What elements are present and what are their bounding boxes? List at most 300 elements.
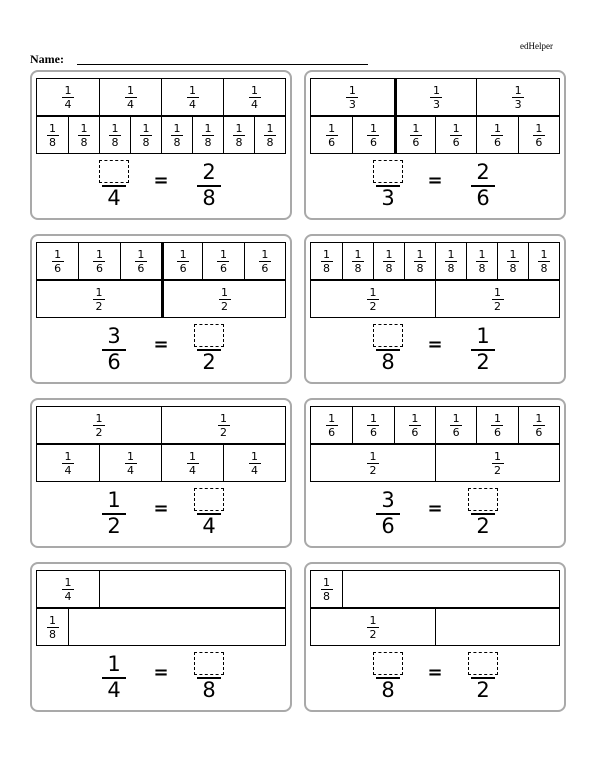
unit-fraction: [346, 85, 358, 110]
equation: [306, 488, 564, 540]
fraction-cell: [435, 609, 559, 645]
equation: [32, 488, 290, 540]
denominator: 8: [204, 135, 212, 149]
unit-fraction: [476, 249, 488, 274]
fraction-cell: [394, 407, 435, 443]
unit-fraction: [264, 123, 276, 148]
denominator: 2: [369, 463, 377, 477]
right-fraction: [468, 652, 498, 702]
numerator: 1: [328, 411, 336, 425]
unit-fraction: [383, 249, 395, 274]
unit-fraction: [233, 123, 245, 148]
equals-sign: =: [427, 170, 443, 191]
denominator: 4: [64, 97, 72, 111]
fraction-cell: [202, 243, 243, 279]
numerator: 1: [494, 285, 501, 299]
fraction-bar-row: [310, 116, 560, 154]
denominator: 6: [411, 425, 419, 439]
denominator: 6: [452, 135, 460, 149]
unit-fraction: [109, 123, 121, 148]
left-fraction: [99, 652, 129, 702]
denominator: 6: [137, 261, 145, 275]
denominator: 8: [385, 261, 393, 275]
unit-fraction: [62, 451, 74, 476]
denominator: 6: [328, 135, 336, 149]
numerator: 1: [111, 121, 119, 135]
big-denominator: 6: [476, 186, 490, 210]
equals-sign: =: [153, 170, 169, 191]
fraction-cell: [476, 117, 517, 153]
unit-fraction: [367, 287, 379, 312]
unit-fraction: [259, 249, 271, 274]
fraction-cell: [311, 243, 342, 279]
left-fraction: [99, 324, 129, 374]
denominator: 6: [54, 261, 62, 275]
unit-fraction: [410, 123, 422, 148]
answer-box[interactable]: [468, 488, 498, 511]
unit-fraction: [93, 287, 105, 312]
denominator: 4: [189, 463, 196, 477]
equation: [306, 324, 564, 376]
fraction-bar-row: [36, 78, 286, 116]
unit-fraction: [491, 123, 503, 148]
denominator: 4: [64, 589, 72, 603]
left-fraction: [373, 488, 403, 538]
big-denominator: 8: [202, 186, 216, 210]
answer-box[interactable]: [194, 324, 224, 347]
fraction-cell: [37, 407, 161, 443]
denominator: 2: [221, 299, 228, 313]
fraction-bar-row: [310, 406, 560, 444]
unit-fraction: [321, 577, 333, 602]
right-fraction: [194, 488, 224, 538]
unit-fraction: [78, 123, 90, 148]
equals-sign: =: [153, 334, 169, 355]
equals-sign: =: [427, 334, 443, 355]
numerator: 1: [514, 83, 522, 97]
fraction-card: [304, 70, 566, 220]
big-numerator: 1: [107, 488, 121, 512]
fraction-bar-row: [36, 242, 286, 280]
denominator: 2: [95, 425, 103, 439]
big-numerator: 1: [107, 652, 121, 676]
numerator: 1: [328, 121, 336, 135]
denominator: 4: [127, 97, 134, 111]
equals-sign: =: [153, 498, 169, 519]
unit-fraction: [171, 123, 183, 148]
fraction-cell: [192, 117, 223, 153]
fraction-bar-row: [36, 406, 286, 444]
denominator: 8: [323, 261, 330, 275]
unit-fraction: [187, 85, 199, 110]
fraction-cell: [373, 243, 404, 279]
numerator: 1: [369, 121, 377, 135]
right-fraction: [194, 652, 224, 702]
unit-fraction: [177, 249, 189, 274]
unit-fraction: [202, 123, 214, 148]
fraction-cell: [37, 571, 99, 607]
fraction-card: [304, 234, 566, 384]
fraction-cell: [244, 243, 285, 279]
big-numerator: 3: [107, 324, 121, 348]
fraction-cell: [99, 79, 161, 115]
fraction-cell: [161, 117, 192, 153]
numerator: 1: [95, 247, 103, 261]
numerator: 1: [540, 247, 548, 261]
unit-fraction: [217, 249, 229, 274]
big-denominator: 2: [476, 350, 490, 374]
numerator: 1: [411, 411, 419, 425]
denominator: 8: [80, 135, 88, 149]
numerator: 1: [64, 83, 72, 97]
denominator: 4: [251, 97, 258, 111]
denominator: 8: [540, 261, 548, 275]
fraction-cell: [352, 407, 393, 443]
numerator: 1: [261, 247, 269, 261]
denominator: 2: [95, 299, 103, 313]
unit-fraction: [140, 123, 152, 148]
unit-fraction: [326, 123, 338, 148]
denominator: 4: [64, 463, 72, 477]
fraction-cell: [518, 117, 559, 153]
fraction-card: [30, 398, 292, 548]
denominator: 3: [514, 97, 522, 111]
numerator: 1: [452, 411, 460, 425]
unit-fraction: [450, 413, 462, 438]
fraction-cell: [161, 79, 223, 115]
big-denominator: 2: [107, 514, 121, 538]
numerator: 1: [354, 247, 362, 261]
denominator: 4: [189, 97, 196, 111]
denominator: 2: [220, 425, 227, 439]
fraction-cell: [311, 117, 352, 153]
fraction-cell: [497, 243, 528, 279]
fraction-cell: [99, 445, 161, 481]
fraction-cell: [435, 445, 559, 481]
unit-fraction: [249, 451, 261, 476]
unit-fraction: [491, 413, 503, 438]
fraction-cell: [78, 243, 119, 279]
unit-fraction: [125, 85, 137, 110]
fraction-cell: [223, 117, 254, 153]
fraction-cell: [404, 243, 435, 279]
numerator: 1: [189, 83, 196, 97]
equation: [32, 324, 290, 376]
fraction-cell: [528, 243, 559, 279]
unit-fraction: [249, 85, 261, 110]
fraction-cell: [161, 407, 285, 443]
denominator: 8: [173, 135, 181, 149]
fraction-cell: [161, 445, 223, 481]
unit-fraction: [135, 249, 147, 274]
numerator: 1: [204, 121, 212, 135]
answer-box[interactable]: [373, 652, 403, 675]
denominator: 6: [369, 135, 377, 149]
unit-fraction: [93, 249, 105, 274]
fraction-cell: [352, 117, 393, 153]
numerator: 1: [535, 121, 543, 135]
unit-fraction: [450, 123, 462, 148]
equals-sign: =: [427, 662, 443, 683]
numerator: 1: [64, 449, 72, 463]
fraction-cell: [37, 243, 78, 279]
fraction-cell: [37, 79, 99, 115]
numerator: 1: [266, 121, 274, 135]
big-denominator: 4: [107, 678, 121, 702]
denominator: 6: [535, 425, 543, 439]
fraction-cell: [311, 407, 352, 443]
numerator: 1: [220, 411, 227, 425]
denominator: 6: [452, 425, 460, 439]
big-denominator: 6: [381, 514, 395, 538]
left-fraction: [99, 488, 129, 538]
denominator: 6: [219, 261, 227, 275]
big-numerator: 1: [476, 324, 490, 348]
numerator: 1: [95, 411, 103, 425]
answer-box[interactable]: [373, 160, 403, 183]
denominator: 2: [369, 299, 377, 313]
unit-fraction: [367, 615, 379, 640]
unit-fraction: [512, 85, 524, 110]
denominator: 8: [447, 261, 455, 275]
answer-box[interactable]: [373, 324, 403, 347]
numerator: 1: [447, 247, 455, 261]
numerator: 1: [348, 83, 356, 97]
unit-fraction: [47, 615, 59, 640]
left-fraction: [373, 652, 403, 702]
unit-fraction: [352, 249, 364, 274]
fraction-cell: [342, 243, 373, 279]
denominator: 6: [493, 135, 501, 149]
numerator: 1: [323, 575, 330, 589]
equals-sign: =: [153, 662, 169, 683]
numerator: 1: [432, 83, 440, 97]
numerator: 1: [493, 121, 501, 135]
numerator: 1: [95, 285, 103, 299]
fraction-cell: [435, 407, 476, 443]
numerator: 1: [235, 121, 243, 135]
fraction-cell: [394, 117, 435, 153]
unit-fraction: [47, 123, 59, 148]
equation: [32, 652, 290, 704]
numerator: 1: [221, 285, 228, 299]
unit-fraction: [219, 287, 231, 312]
fraction-cell: [99, 571, 285, 607]
unit-fraction: [326, 413, 338, 438]
denominator: 6: [261, 261, 269, 275]
denominator: 6: [95, 261, 103, 275]
fraction-bar-row: [310, 608, 560, 646]
fraction-cell: [130, 117, 161, 153]
denominator: 8: [142, 135, 150, 149]
unit-fraction: [445, 249, 457, 274]
numerator: 1: [509, 247, 517, 261]
numerator: 1: [452, 121, 460, 135]
big-denominator: 4: [107, 186, 121, 210]
big-denominator: 2: [476, 678, 490, 702]
denominator: 8: [478, 261, 486, 275]
answer-box[interactable]: [468, 652, 498, 675]
numerator: 1: [137, 247, 145, 261]
big-denominator: 6: [107, 350, 121, 374]
denominator: 6: [412, 135, 420, 149]
fraction-cell: [37, 281, 161, 317]
numerator: 1: [127, 83, 134, 97]
unit-fraction: [538, 249, 550, 274]
denominator: 4: [251, 463, 258, 477]
left-fraction: [99, 160, 129, 210]
numerator: 1: [369, 285, 377, 299]
fraction-cell: [37, 609, 68, 645]
denominator: 2: [369, 627, 377, 641]
denominator: 3: [348, 97, 356, 111]
fraction-card: [304, 562, 566, 712]
denominator: 6: [179, 261, 187, 275]
numerator: 1: [369, 411, 377, 425]
denominator: 8: [235, 135, 243, 149]
denominator: 8: [416, 261, 424, 275]
denominator: 8: [49, 135, 56, 149]
numerator: 1: [80, 121, 88, 135]
numerator: 1: [478, 247, 486, 261]
fraction-cell: [518, 407, 559, 443]
big-denominator: 8: [381, 350, 395, 374]
fraction-cell: [435, 117, 476, 153]
unit-fraction: [321, 249, 333, 274]
denominator: 6: [369, 425, 377, 439]
fraction-card: [30, 70, 292, 220]
unit-fraction: [533, 413, 545, 438]
fraction-cell: [37, 445, 99, 481]
left-fraction: [373, 160, 403, 210]
fraction-bar-row: [36, 444, 286, 482]
fraction-cell: [342, 571, 559, 607]
equation: [306, 160, 564, 212]
left-fraction: [373, 324, 403, 374]
big-denominator: 4: [202, 514, 216, 538]
fraction-cell: [223, 445, 285, 481]
denominator: 8: [509, 261, 517, 275]
numerator: 1: [412, 121, 420, 135]
unit-fraction: [414, 249, 426, 274]
name-label: Name:: [30, 52, 64, 66]
fraction-cell: [435, 281, 559, 317]
unit-fraction: [125, 451, 137, 476]
fraction-cell: [254, 117, 285, 153]
fraction-bar-row: [310, 444, 560, 482]
numerator: 1: [385, 247, 393, 261]
big-numerator: 2: [476, 160, 490, 184]
fraction-cell: [311, 571, 342, 607]
big-denominator: 2: [202, 350, 216, 374]
numerator: 1: [416, 247, 424, 261]
unit-fraction: [367, 413, 379, 438]
fraction-cell: [223, 79, 285, 115]
unit-fraction: [62, 577, 74, 602]
right-fraction: [194, 160, 224, 210]
denominator: 6: [493, 425, 501, 439]
unit-fraction: [62, 85, 74, 110]
right-fraction: [468, 488, 498, 538]
fraction-bar-row: [310, 280, 560, 318]
big-denominator: 8: [202, 678, 216, 702]
fraction-bar-row: [310, 242, 560, 280]
fraction-bar-row: [310, 570, 560, 608]
fraction-cell: [311, 281, 435, 317]
numerator: 1: [179, 247, 187, 261]
unit-fraction: [367, 451, 379, 476]
fraction-card: [30, 562, 292, 712]
fraction-cell: [37, 117, 68, 153]
denominator: 4: [127, 463, 134, 477]
numerator: 1: [493, 411, 501, 425]
answer-box[interactable]: [194, 652, 224, 675]
denominator: 6: [328, 425, 336, 439]
name-line[interactable]: [77, 64, 368, 65]
fraction-bar-row: [310, 78, 560, 116]
fraction-cell: [99, 117, 130, 153]
big-numerator: 3: [381, 488, 395, 512]
numerator: 1: [173, 121, 181, 135]
answer-box[interactable]: [99, 160, 129, 183]
equals-sign: =: [427, 498, 443, 519]
unit-fraction: [409, 413, 421, 438]
fraction-card: [304, 398, 566, 548]
big-denominator: 8: [381, 678, 395, 702]
numerator: 1: [127, 449, 134, 463]
right-fraction: [468, 324, 498, 374]
numerator: 1: [535, 411, 543, 425]
unit-fraction: [533, 123, 545, 148]
fraction-cell: [68, 609, 285, 645]
brand-label: edHelper: [520, 41, 553, 51]
fraction-cell: [68, 117, 99, 153]
answer-box[interactable]: [194, 488, 224, 511]
unit-fraction: [367, 123, 379, 148]
unit-fraction: [492, 451, 504, 476]
denominator: 8: [323, 589, 330, 603]
numerator: 1: [494, 449, 501, 463]
denominator: 2: [494, 299, 501, 313]
fraction-cell: [435, 243, 466, 279]
fraction-bar-row: [36, 116, 286, 154]
big-denominator: 3: [381, 186, 395, 210]
denominator: 8: [354, 261, 362, 275]
big-numerator: 2: [202, 160, 216, 184]
fraction-cell: [161, 243, 202, 279]
fraction-cell: [466, 243, 497, 279]
unit-fraction: [507, 249, 519, 274]
numerator: 1: [369, 613, 377, 627]
denominator: 8: [111, 135, 119, 149]
numerator: 1: [251, 83, 258, 97]
numerator: 1: [219, 247, 227, 261]
unit-fraction: [218, 413, 230, 438]
numerator: 1: [251, 449, 258, 463]
numerator: 1: [54, 247, 62, 261]
unit-fraction: [52, 249, 64, 274]
numerator: 1: [49, 613, 56, 627]
fraction-card: [30, 234, 292, 384]
fraction-cell: [161, 281, 285, 317]
denominator: 2: [494, 463, 501, 477]
right-fraction: [468, 160, 498, 210]
unit-fraction: [430, 85, 442, 110]
numerator: 1: [64, 575, 72, 589]
denominator: 8: [49, 627, 56, 641]
denominator: 8: [266, 135, 274, 149]
fraction-cell: [311, 79, 394, 115]
